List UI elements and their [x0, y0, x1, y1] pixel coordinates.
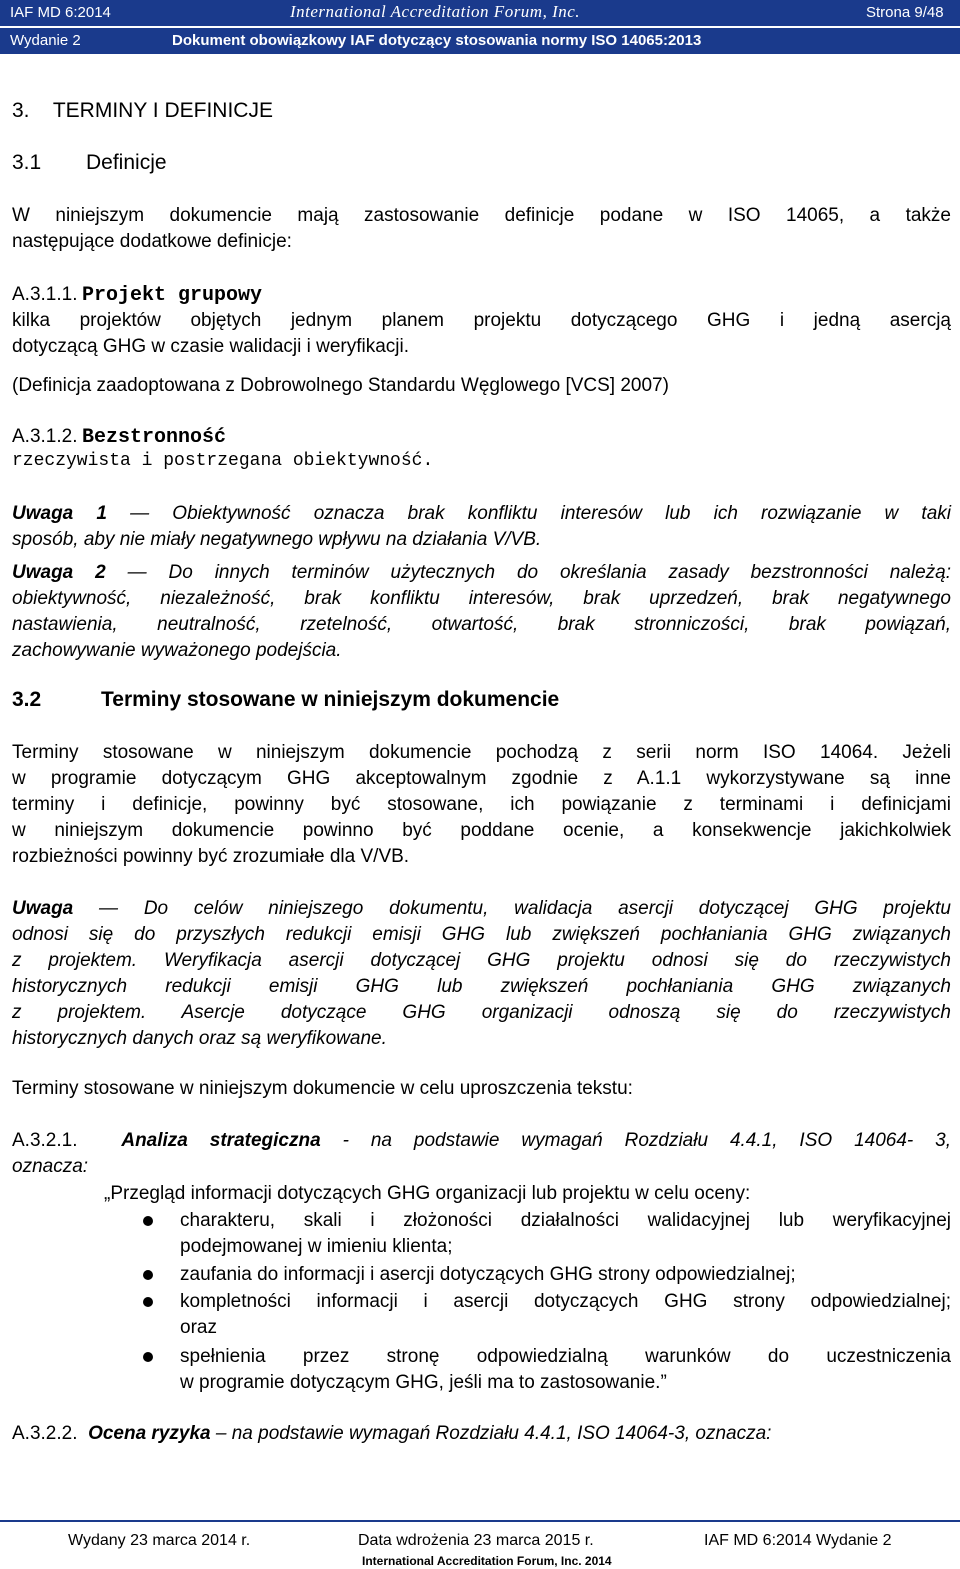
quote-intro: „Przegląd informacji dotyczących GHG organizacji lub projektu w celu oceny:	[104, 1183, 751, 1204]
paragraph-line: w niniejszym dokumencie powinno być poddane ocenie, a konsekwencje jakichkolwiek	[12, 820, 951, 841]
bullet-line: kompletności informacji i asercji dotyczących GHG strony odpowiedzialnej;	[180, 1291, 951, 1312]
definition-number-text: A.3.2.1.	[12, 1130, 78, 1151]
subsection-number: 3.2	[12, 688, 42, 711]
definition-term: Analiza strategiczna	[121, 1130, 321, 1151]
note-line: sposób, aby nie miały negatywnego wpływu na działania V/VB.	[12, 529, 542, 550]
note-text: — Do celów niniejszego dokumentu, walidacja asercji dotyczącej GHG projektu	[73, 898, 951, 919]
bullet-line: spełnienia przez stronę odpowiedzialną warunków do uczestniczenia	[180, 1346, 951, 1367]
definition-line	[12, 1421, 771, 1447]
note-line: historycznych danych oraz są weryfikowane.	[12, 1028, 387, 1049]
definition-source: (Definicja zaadoptowana z Dobrowolnego Standardu Węglowego [VCS] 2007)	[12, 375, 669, 396]
definition-text: dotyczącą GHG w czasie walidacji i weryfikacji.	[12, 336, 410, 357]
definition-text: oznacza:	[12, 1156, 89, 1177]
definition-number-text: A.3.1.2.	[12, 426, 78, 447]
paragraph-line: Terminy stosowane w niniejszym dokumencie w celu uproszczenia tekstu:	[12, 1078, 633, 1099]
note-line: obiektywność, niezależność, brak konfliktu interesów, brak uprzedzeń, brak negatywnego	[12, 588, 951, 609]
note-line: zachowywanie wyważonego podejścia.	[12, 640, 342, 661]
footer-effective-date: Data wdrożenia 23 marca 2015 r.	[358, 1532, 594, 1549]
header-bar	[0, 0, 960, 26]
note-text: — Do innych terminów użytecznych do określania zasady bezstronności należą:	[105, 562, 951, 583]
note-line: nastawienia, neutralność, rzetelność, otwartość, brak stronniczości, brak powiązań,	[12, 614, 951, 635]
definition-basis: – na podstawie wymagań Rozdziału 4.4.1, ISO 14064-3, oznacza:	[210, 1423, 772, 1444]
note-line	[12, 896, 951, 922]
definition-number-text: A.3.1.1.	[12, 284, 78, 305]
definition-line	[12, 1128, 951, 1154]
note-line: historycznych redukcji emisji GHG lub zwiększeń pochłaniania GHG związanych	[12, 976, 951, 997]
header-doc-id: IAF MD 6:2014	[10, 4, 111, 21]
bullet-line: w programie dotyczącym GHG, jeśli ma to zastosowanie.”	[180, 1372, 667, 1393]
definition-term: Ocena ryzyka	[88, 1423, 211, 1444]
bullet-icon	[143, 1270, 153, 1280]
header-organization: International Accreditation Forum, Inc.	[290, 2, 581, 21]
paragraph-line: terminy i definicje, powinny być stosowane, ich powiązanie z terminami i definicjami	[12, 794, 951, 815]
footer-divider	[0, 1520, 960, 1522]
header-doc-title: Dokument obowiązkowy IAF dotyczący stosowania normy ISO 14065:2013	[172, 32, 702, 49]
note-label: Uwaga 2	[12, 562, 106, 583]
note-line: z projektem. Weryfikacja asercji dotyczącej GHG projektu odnosi się do rzeczywistych	[12, 950, 951, 971]
bullet-line: zaufania do informacji i asercji dotyczących GHG strony odpowiedzialnej;	[180, 1264, 796, 1285]
bullet-icon	[143, 1216, 153, 1226]
bullet-line: podejmowanej w imieniu klienta;	[180, 1236, 453, 1257]
subsection-title: Definicje	[86, 151, 167, 174]
note-line: z projektem. Asercje dotyczące GHG organizacji odnoszą się do rzeczywistych	[12, 1002, 951, 1023]
bullet-line: oraz	[180, 1317, 217, 1338]
definition-term: Bezstronność	[81, 426, 226, 449]
subsection-title: Terminy stosowane w niniejszym dokumencie	[101, 688, 560, 711]
header-edition: Wydanie 2	[10, 32, 81, 49]
bullet-icon	[143, 1297, 153, 1307]
section-heading: 3. TERMINY I DEFINICJE	[12, 99, 273, 122]
definition-number	[12, 282, 262, 308]
intro-line: następujące dodatkowe definicje:	[12, 231, 292, 252]
definition-text: kilka projektów objętych jednym planem projektu dotyczącego GHG i jedną asercją	[12, 310, 951, 331]
note-label: Uwaga	[12, 898, 74, 919]
subsection-number: 3.1	[12, 151, 42, 174]
paragraph-line: Terminy stosowane w niniejszym dokumencie pochodzą z serii norm ISO 14064. Jeżeli	[12, 742, 951, 763]
footer-issued-date: Wydany 23 marca 2014 r.	[68, 1532, 251, 1549]
intro-line: W niniejszym dokumencie mają zastosowanie definicje podane w ISO 14065, a także	[12, 205, 951, 226]
note-text: — Obiektywność oznacza brak konfliktu interesów lub ich rozwiązanie w taki	[106, 503, 951, 524]
definition-number-text: A.3.2.2.	[12, 1423, 78, 1444]
footer-copyright: International Accreditation Forum, Inc. 2014	[362, 1554, 612, 1568]
footer	[0, 1520, 960, 1569]
definition-basis: - na podstawie wymagań Rozdziału 4.4.1, ISO 14064- 3,	[320, 1130, 951, 1151]
note-line: odnosi się do przyszłych redukcji emisji GHG lub zwiększeń pochłaniania GHG związanych	[12, 924, 951, 945]
definition-number	[12, 424, 226, 450]
note-label: Uwaga 1	[12, 503, 107, 524]
note-line	[12, 501, 951, 527]
bullet-icon	[143, 1352, 153, 1362]
definition-text: rzeczywista i postrzegana obiektywność.	[12, 451, 434, 471]
definition-term: Projekt grupowy	[81, 284, 262, 307]
header-subbar	[0, 28, 960, 54]
footer-doc-edition: IAF MD 6:2014 Wydanie 2	[704, 1532, 892, 1549]
paragraph-line: w programie dotyczącym GHG akceptowalnym zgodnie z A.1.1 wykorzystywane są inne	[12, 768, 951, 789]
paragraph-line: rozbieżności powinny być zrozumiałe dla V/VB.	[12, 846, 410, 867]
header-page-number: Strona 9/48	[866, 4, 944, 21]
bullet-line: charakteru, skali i złożoności działalności walidacyjnej lub weryfikacyjnej	[180, 1210, 951, 1231]
note-line	[12, 560, 951, 586]
